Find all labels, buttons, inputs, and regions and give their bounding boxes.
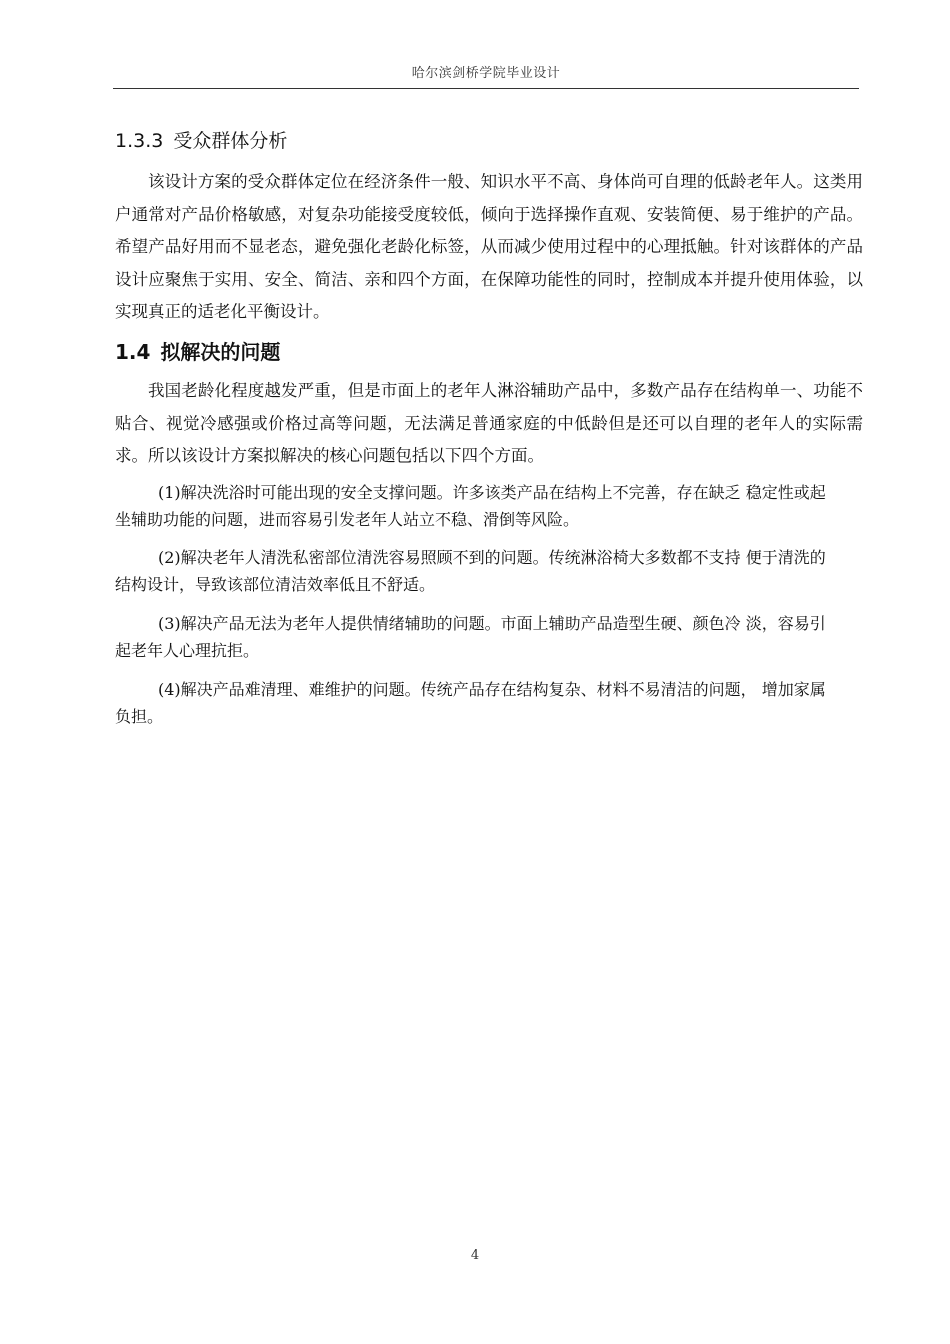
list-item: (3)解决产品无法为老年人提供情绪辅助的问题。市面上辅助产品造型生硬、颜色冷 淡，容易引起老年人心理抗拒。 — [115, 614, 826, 660]
list-item: (2)解决老年人清洗私密部位清洗容易照顾不到的问题。传统淋浴椅大多数都不支持 便于清洗的结构设计，导致该部位清洁效率低且不舒适。 — [115, 548, 826, 594]
list-item: (4)解决产品难清理、难维护的问题。传统产品存在结构复杂、材料不易清洁的问题， 增加家属负担。 — [115, 680, 826, 726]
section-heading-1-4 — [115, 336, 280, 365]
section-heading-1-3-3 — [115, 126, 287, 153]
header-divider — [113, 88, 859, 89]
list-item: (1)解决洗浴时可能出现的安全支撑问题。许多该类产品在结构上不完善，存在缺乏 稳定性或起坐辅助功能的问题，进而容易引发老年人站立不稳、滑倒等风险。 — [115, 483, 826, 529]
section-number: 1.4 — [115, 340, 151, 364]
section-title: 受众群体分析 — [173, 130, 288, 152]
page-number: 4 — [470, 1248, 480, 1263]
page-header: 哈尔滨剑桥学院毕业设计 — [411, 66, 561, 81]
section-number: 1.3.3 — [115, 130, 164, 152]
section-paragraph-audience: 该设计方案的受众群体定位在经济条件一般、知识水平不高、身体尚可自理的低龄老年人。这类用户通常对产品价格敏感，对复杂功能接受度较低，倾向于选择操作直观、安装简便、易于维护的产品。希望产品好用而不显老态，避免强化老龄化标签，从而减少使用过程中的心理抵触。针对该群体的产品设计应聚焦于实用、安全、简洁、亲和四个方面，在保障功能性的同时，控制成本并提升使用体验，以实现真正的适老化平衡设计。 — [115, 172, 863, 321]
section-paragraph-problems: 我国老龄化程度越发严重，但是市面上的老年人淋浴辅助产品中，多数产品存在结构单一、功能不贴合、视觉冷感强或价格过高等问题，无法满足普通家庭的中低龄但是还可以自理的老年人的实际需求。所以该设计方案拟解决的核心问题包括以下四个方面。 — [115, 381, 863, 465]
section-title: 拟解决的问题 — [160, 340, 281, 364]
